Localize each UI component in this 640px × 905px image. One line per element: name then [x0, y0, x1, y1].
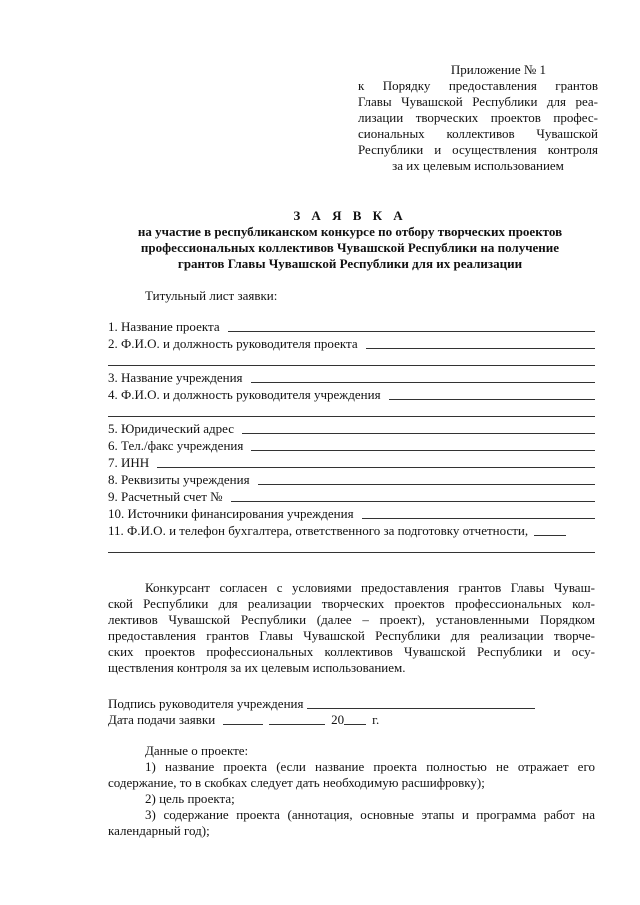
word: кол-: [572, 596, 595, 611]
heading-line-2: профессиональных коллективов Чувашской Республики на получение: [140, 240, 560, 255]
word: Чувашской: [404, 644, 466, 659]
word: профес-: [553, 110, 598, 125]
word: Республики: [472, 94, 538, 109]
date-day-field[interactable]: [223, 723, 263, 725]
inn-field[interactable]: [157, 466, 595, 468]
word: работ: [543, 807, 575, 822]
form-row-project-head: [108, 335, 595, 352]
word: его: [577, 759, 595, 774]
word: сиональных: [358, 126, 425, 141]
consent-line: [108, 596, 595, 612]
word: реализации: [480, 628, 544, 643]
field-label: 5. Юридический адрес: [108, 421, 235, 436]
consent-line: [108, 612, 595, 628]
appendix-line-4: [358, 126, 598, 142]
word: не: [496, 759, 509, 774]
word: (если: [276, 759, 306, 774]
appendix-title: Приложение № 1: [450, 62, 546, 77]
form-row-institution-head: [108, 386, 595, 403]
word: проекта: [373, 759, 418, 774]
project-data-block: [108, 743, 595, 839]
word: профессиональных: [454, 596, 562, 611]
word: Порядку: [382, 78, 431, 93]
word: Республики: [476, 644, 543, 659]
form-row-accountant: [108, 522, 595, 539]
form-row-phone-fax: [108, 437, 595, 454]
project-data-item-1-cont: содержание, то в скобках следует дать необходимую расшифровку);: [108, 775, 485, 790]
field-label: 10. Источники финансирования учреждения: [108, 506, 354, 521]
word: Республики: [375, 628, 441, 643]
field-label: 1. Название проекта: [108, 319, 220, 334]
form-row-project-name: [108, 318, 595, 335]
heading-title: З А Я В К А: [293, 208, 407, 223]
appendix-line-6: [358, 158, 598, 174]
word: этапы: [421, 807, 455, 822]
word: на: [582, 807, 595, 822]
appendix-line-5: [358, 142, 598, 158]
field-label: 3. Название учреждения: [108, 370, 243, 385]
form-row-inn: [108, 454, 595, 471]
word: коллективов: [446, 126, 515, 141]
word: предоставления: [448, 78, 537, 93]
institution-name-field[interactable]: [251, 381, 595, 383]
project-data-item-1: [108, 759, 595, 775]
project-data-item-3-cont: календарный год);: [108, 823, 210, 838]
word: Чуваш-: [553, 580, 595, 595]
word: реализации: [247, 596, 312, 611]
legal-address-field[interactable]: [242, 432, 595, 434]
word: проектов: [144, 644, 196, 659]
appendix-line-2: [358, 94, 598, 110]
signature-block: [108, 696, 595, 728]
word: профессиональных: [206, 644, 314, 659]
signature-field[interactable]: [307, 707, 535, 709]
date-year-field[interactable]: [344, 723, 366, 725]
word: ской: [108, 596, 133, 611]
form-row-institution-name: [108, 369, 595, 386]
word: проекта: [236, 807, 280, 822]
field-label: 11. Ф.И.О. и телефон бухгалтера, ответственного за подготовку отчетности,: [108, 523, 529, 538]
word: для: [450, 628, 470, 643]
word: творческих: [321, 596, 385, 611]
word: полностью: [426, 759, 487, 774]
word: Чувашской: [536, 126, 598, 141]
word: Главы: [259, 628, 293, 643]
word: Главы: [358, 94, 392, 109]
word: грантов: [206, 628, 250, 643]
title-sheet-label: Титульный лист заявки:: [145, 288, 278, 303]
word: проектов: [490, 110, 541, 125]
field-label: 8. Реквизиты учреждения: [108, 472, 250, 487]
institution-head-field-continued[interactable]: [108, 415, 595, 417]
word: грантов: [458, 580, 502, 595]
word: осуществления: [452, 142, 537, 157]
phone-fax-field[interactable]: [251, 449, 595, 451]
word: установленными: [435, 612, 530, 627]
word: грантов: [555, 78, 598, 93]
account-number-field[interactable]: [231, 500, 595, 502]
heading-line-1: на участие в республиканском конкурсе по отбору творческих проектов: [137, 224, 563, 239]
word: Главы: [510, 580, 545, 595]
word: лизации: [358, 110, 404, 125]
word: проектов: [394, 596, 445, 611]
word: творческих: [415, 110, 479, 125]
word: с: [276, 580, 283, 595]
appendix-line-3: [358, 110, 598, 126]
appendix-line-1: [358, 78, 598, 94]
word: творче-: [553, 628, 595, 643]
word: реа-: [575, 94, 598, 109]
word: 1): [145, 759, 156, 774]
institution-head-field[interactable]: [389, 398, 595, 400]
project-head-field-continued[interactable]: [108, 364, 595, 366]
word: Республики: [358, 142, 424, 157]
word: Конкурсант: [145, 580, 210, 595]
field-label: 7. ИНН: [108, 455, 150, 470]
word: контроля: [547, 142, 598, 157]
word: Чувашской: [401, 94, 463, 109]
funding-sources-field[interactable]: [362, 517, 595, 519]
bank-details-field[interactable]: [258, 483, 595, 485]
word: программа: [476, 807, 537, 822]
form-row-account: [108, 488, 595, 505]
date-label: Дата подачи заявки: [108, 712, 216, 727]
word: –: [362, 612, 369, 627]
form-row-bank-details: [108, 471, 595, 488]
word: содержание: [163, 807, 229, 822]
signature-label: Подпись руководителя учреждения: [108, 696, 304, 711]
word: название: [314, 759, 365, 774]
word: Чувашской: [303, 628, 365, 643]
word: для: [218, 596, 238, 611]
date-row: [108, 712, 595, 728]
consent-line: [108, 644, 595, 660]
project-head-field[interactable]: [366, 347, 595, 349]
consent-line: [108, 660, 595, 676]
form-row-legal-address: [108, 420, 595, 437]
word: Республики: [240, 612, 307, 627]
word: коллективов: [324, 644, 393, 659]
word: за их целевым использованием: [392, 158, 564, 173]
word: (далее: [316, 612, 352, 627]
word: ских: [108, 644, 134, 659]
word: основные: [360, 807, 414, 822]
word: лективов: [108, 612, 158, 627]
word: название: [164, 759, 215, 774]
accountant-field-continued[interactable]: [108, 551, 595, 553]
form-row-blank: [108, 403, 595, 420]
form-row-blank: [108, 539, 595, 556]
word: осу-: [571, 644, 595, 659]
word: 3): [145, 807, 156, 822]
word: ществления контроля за их целевым использованием.: [108, 660, 406, 675]
field-label: 6. Тел./факс учреждения: [108, 438, 244, 453]
project-data-item-2: 2) цель проекта;: [145, 791, 235, 806]
word: условиями: [292, 580, 352, 595]
word: и: [461, 807, 469, 822]
word: предоставления: [361, 580, 450, 595]
accountant-field[interactable]: [534, 534, 566, 536]
word: для: [546, 94, 566, 109]
word: (аннотация,: [287, 807, 353, 822]
application-form: [108, 318, 595, 556]
project-name-field[interactable]: [228, 330, 595, 332]
year-suffix: г.: [372, 712, 380, 727]
word: проекта: [223, 759, 268, 774]
word: Республики: [143, 596, 209, 611]
consent-line: [108, 628, 595, 644]
consent-paragraph: [108, 580, 595, 676]
field-label: 4. Ф.И.О. и должность руководителя учреждения: [108, 387, 381, 402]
word: проект),: [379, 612, 425, 627]
year-prefix: 20: [331, 712, 345, 727]
word: предоставления: [108, 628, 196, 643]
project-data-item-3: [108, 807, 595, 823]
project-data-title: Данные о проекте:: [145, 743, 249, 758]
word: к: [358, 78, 365, 93]
word: и: [434, 142, 442, 157]
date-month-field[interactable]: [269, 723, 325, 725]
signature-row: [108, 696, 595, 712]
field-label: 2. Ф.И.О. и должность руководителя проекта: [108, 336, 358, 351]
field-label: 9. Расчетный счет №: [108, 489, 223, 504]
word: Порядком: [539, 612, 595, 627]
consent-line: [108, 580, 595, 596]
word: Чувашской: [168, 612, 231, 627]
application-heading: [100, 208, 600, 272]
form-row-funding-sources: [108, 505, 595, 522]
heading-line-3: грантов Главы Чувашской Республики для их реализации: [177, 256, 523, 271]
word: согласен: [219, 580, 268, 595]
word: отражает: [517, 759, 569, 774]
word: и: [553, 644, 561, 659]
form-row-blank: [108, 352, 595, 369]
appendix-block: [358, 62, 598, 174]
